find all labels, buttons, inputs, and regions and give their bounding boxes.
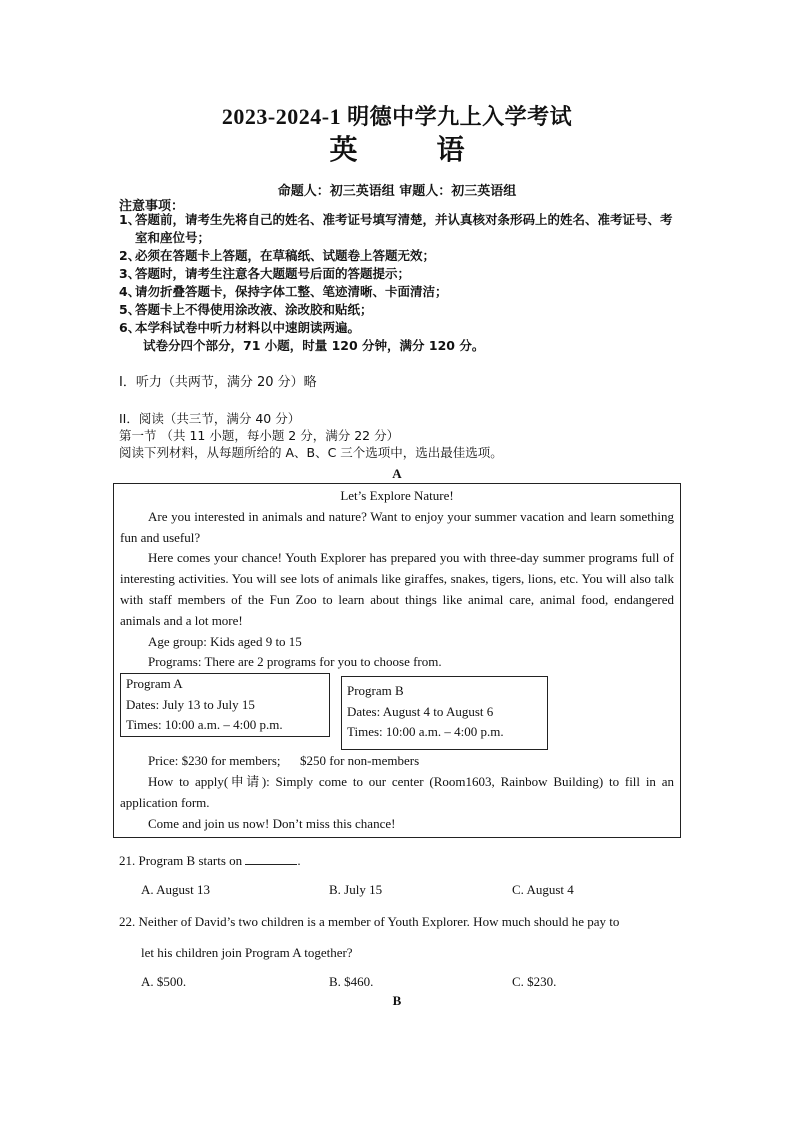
program-b-box [341,676,548,750]
option-c: C. August 4 [512,882,574,897]
section-reading [119,410,503,461]
note-item: 5、 答题卡上不得使用涂改液、涂改胶和贴纸； [119,302,373,317]
age-group: Age group: Kids aged 9 to 15 [148,633,302,649]
exam-summary: 试卷分四个部分，71 小题，时量 120 分钟，满分 120 分。 [143,338,485,353]
passage-a-letter: A [392,466,402,481]
passage-a-box [113,483,681,838]
section-reading-heading: II．阅读（共三节，满分 40 分） [119,411,301,426]
exam-title: 2023-2024-1 明德中学九上入学考试 [221,104,573,129]
apply-line: How to apply(申请): Simply come to our center (Room1603, Rainbow Building) to fill in an application form. [120,773,674,810]
program-b-dates: Dates: August 4 to August 6 [347,703,494,719]
passage-b-letter: B [392,993,402,1008]
notes-title: 注意事项： [119,199,185,214]
passage-a-paragraph: Are you interested in animals and nature? Want to enjoy your summer vacation and learn something fun and useful? [120,508,674,545]
programs-intro: Programs: There are 2 programs for you to choose from. [148,654,442,670]
question-stem: 22. Neither of David’s two children is a member of Youth Explorer. How much should he pay to [119,914,620,929]
option-c: C. $230. [512,974,557,989]
note-item: 4、 请勿折叠答题卡，保持字体工整、笔迹清晰、卡面清洁； [119,284,448,299]
note-item: 2、 必须在答题卡上答题，在草稿纸、试题卷上答题无效； [119,248,436,263]
authors-line: 命题人：初三英语组 审题人：初三英语组 [277,184,517,199]
answer-blank [245,852,297,865]
note-item: 6、 本学科试卷中听力材料以中速朗读两遍。 [119,320,361,335]
program-a-name: Program A [126,676,183,692]
section-listening: I．听力（共两节，满分 20 分）略 [119,375,317,390]
price-line: Price: $230 for members; $250 for non-members [148,753,420,769]
question-22 [119,912,689,932]
passage-a-title: Let’s Explore Nature! [340,488,454,503]
option-a: A. August 13 [141,882,210,897]
program-a-dates: Dates: July 13 to July 15 [126,696,255,712]
note-item: 1、 答题前，请考生先将自己的姓名、准考证号填写清楚，并认真核对条形码上的姓名、准考证号、考室和座位号； [119,212,673,245]
section-reading-instruction: 阅读下列材料，从每题所给的 A、B、C 三个选项中，选出最佳选项。 [119,445,503,460]
program-b-name: Program B [347,683,404,699]
program-b-times: Times: 10:00 a.m. – 4:00 p.m. [347,724,504,740]
subject-title: 英 语 [329,135,501,166]
option-a: A. $500. [141,974,187,989]
question-stem: 21. Program B starts on [119,853,243,868]
question-21: 21. Program B starts on . [119,853,301,868]
program-a-times: Times: 10:00 a.m. – 4:00 p.m. [126,717,283,733]
closing-line: Come and join us now! Don’t miss this chance! [148,815,396,831]
programs-row [120,673,674,749]
note-item: 3、 答题时，请考生注意各大题题号后面的答题提示； [119,266,411,281]
option-b: B. July 15 [329,882,383,897]
option-b: B. $460. [329,974,374,989]
question-22-continued: let his children join Program A together? [141,945,353,960]
notes-list [119,211,679,355]
passage-a-paragraph: Here comes your chance! Youth Explorer has prepared you with three-day summer programs full of interesting activities. You will see lots of animals like giraffes, snakes, tigers, lions, etc. You will also talk with staff members of the Fun Zoo to learn about things like animal care, animal food, endangered animals and a lot more! [120,550,674,628]
program-a-box [120,673,330,737]
section-reading-part: 第一节 （共 11 小题，每小题 2 分，满分 22 分） [119,428,400,443]
